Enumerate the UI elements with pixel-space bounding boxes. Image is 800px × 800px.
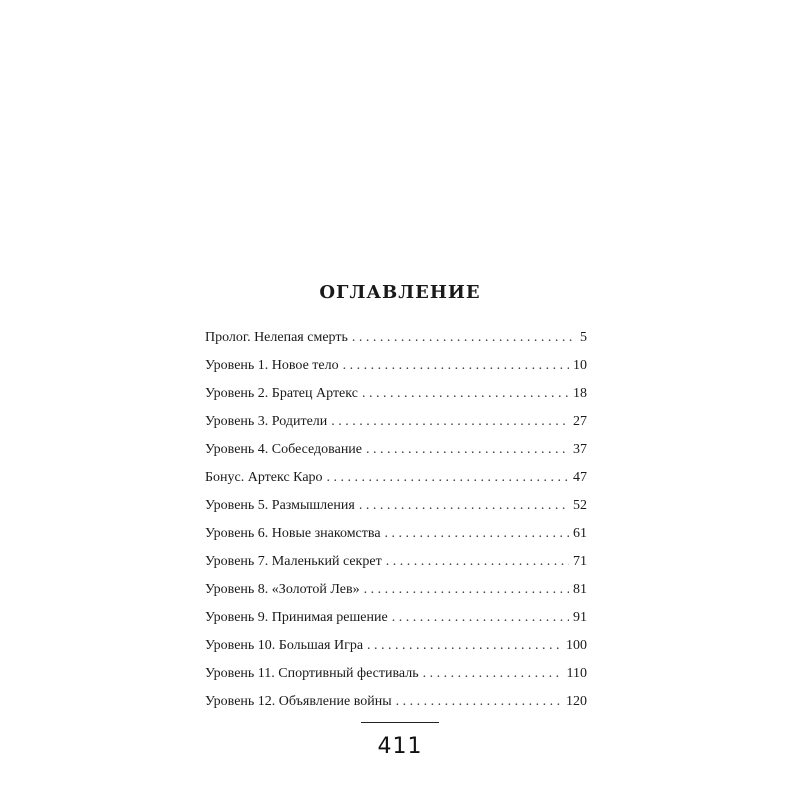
toc-leader-dots — [352, 330, 576, 346]
toc-entry-label: Уровень 4. Собеседование — [205, 442, 363, 457]
toc-entry-page: 71 — [573, 554, 587, 569]
toc-entry[interactable] — [205, 666, 587, 694]
toc-leader-dots — [327, 470, 569, 486]
toc-entry-page: 52 — [573, 498, 587, 513]
toc-entry[interactable] — [205, 582, 587, 610]
toc-entry[interactable] — [205, 330, 587, 358]
footer-rule — [361, 722, 439, 723]
toc-entry-page: 61 — [573, 526, 587, 541]
toc-entry-label: Уровень 2. Братец Артекс — [205, 386, 358, 401]
toc-entry[interactable] — [205, 638, 587, 666]
toc-leader-dots — [364, 582, 569, 598]
toc-leader-dots — [396, 694, 562, 710]
toc-entry-page: 47 — [573, 470, 587, 485]
toc-entry[interactable] — [205, 470, 587, 498]
toc-leader-dots — [331, 414, 569, 430]
toc-entry-label: Уровень 9. Принимая решение — [205, 610, 388, 625]
toc-entry[interactable] — [205, 498, 587, 526]
toc-entry-label: Уровень 1. Новое тело — [205, 358, 339, 373]
toc-entry[interactable] — [205, 694, 587, 722]
toc-leader-dots — [385, 526, 569, 542]
toc-entry-label: Пролог. Нелепая смерть — [205, 330, 348, 345]
toc-leader-dots — [367, 638, 562, 654]
page-number: 411 — [377, 734, 423, 759]
toc-entry-label: Уровень 12. Объявление войны — [205, 694, 392, 709]
toc-leader-dots — [392, 610, 569, 626]
toc-entry-page: 37 — [573, 442, 587, 457]
toc-entry[interactable] — [205, 386, 587, 414]
toc-entry-label: Уровень 11. Спортивный фестиваль — [205, 666, 419, 681]
toc-leader-dots — [359, 498, 569, 514]
toc-entry-page: 120 — [566, 694, 587, 709]
toc-leader-dots — [343, 358, 569, 374]
toc-leader-dots — [423, 666, 563, 682]
toc-entry-page: 91 — [573, 610, 587, 625]
toc-entry[interactable] — [205, 610, 587, 638]
toc-list — [205, 330, 587, 722]
toc-entry-page: 10 — [573, 358, 587, 373]
toc-entry-page: 18 — [573, 386, 587, 401]
toc-entry-page: 27 — [573, 414, 587, 429]
toc-entry-page: 81 — [573, 582, 587, 597]
toc-entry-label: Уровень 6. Новые знакомства — [205, 526, 381, 541]
toc-entry-page: 110 — [566, 666, 587, 681]
toc-entry-label: Уровень 7. Маленький секрет — [205, 554, 382, 569]
toc-entry[interactable] — [205, 414, 587, 442]
toc-entry-page: 5 — [580, 330, 587, 345]
toc-title: ОГЛАВЛЕНИЕ — [319, 282, 481, 303]
toc-leader-dots — [362, 386, 569, 402]
toc-entry[interactable] — [205, 442, 587, 470]
toc-leader-dots — [366, 442, 569, 458]
toc-entry-label: Уровень 8. «Золотой Лев» — [205, 582, 360, 597]
toc-entry-page: 100 — [566, 638, 587, 653]
toc-leader-dots — [386, 554, 569, 570]
toc-entry-label: Уровень 10. Большая Игра — [205, 638, 364, 653]
toc-entry-label: Бонус. Артекс Каро — [205, 470, 323, 485]
toc-entry[interactable] — [205, 526, 587, 554]
toc-entry-label: Уровень 5. Размышления — [205, 498, 355, 513]
toc-entry[interactable] — [205, 554, 587, 582]
toc-entry-label: Уровень 3. Родители — [205, 414, 328, 429]
toc-entry[interactable] — [205, 358, 587, 386]
